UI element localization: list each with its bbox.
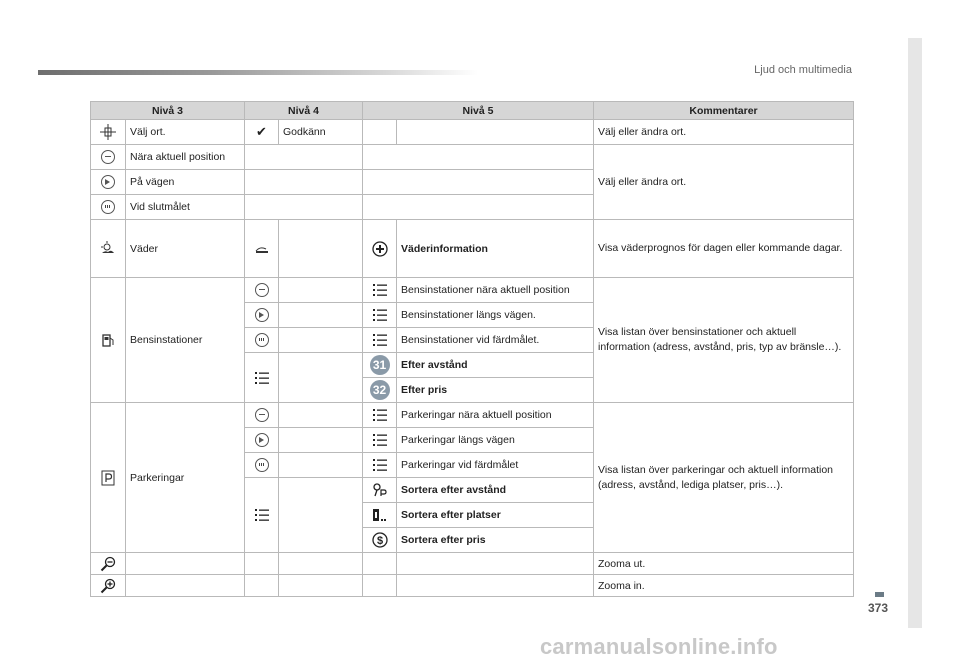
cell-pa-vagen: På vägen [126,170,245,195]
header-niva-5: Nivå 5 [363,102,594,120]
comment-zooma-ut: Zooma ut. [594,553,854,575]
comment-vader: Visa väderprognos för dagen eller kommande dagar. [594,220,854,278]
weather-map-icon [254,241,270,257]
cell-bensin-langs: Bensinstationer längs vägen. [397,303,594,328]
list-icon [372,282,388,298]
cell-vaderinformation: Väderinformation [397,220,594,278]
zoom-out-icon [100,556,116,572]
comment-zooma-in: Zooma in. [594,575,854,597]
list-icon [254,370,270,386]
page-number: 373 [868,601,889,615]
cell-godkann: Godkänn [279,120,363,145]
table-row [91,575,854,597]
on-route-icon [101,175,115,189]
list-icon [372,332,388,348]
cell-sortera-avstand: Sortera efter avstånd [397,478,594,503]
sort-price-icon [372,532,388,548]
cell-nara-aktuell-position: Nära aktuell position [126,145,245,170]
destination-icon [255,458,269,472]
cell-sortera-pris: Sortera efter pris [397,528,594,553]
location-pin-icon [100,124,116,140]
list-icon [372,457,388,473]
zoom-in-icon [100,578,116,594]
cell-bensinstationer: Bensinstationer [126,278,245,403]
header-decoration-bar [38,70,478,75]
weather-icon [100,241,116,257]
badge-32-icon: 32 [370,380,390,400]
table-row [91,278,854,303]
page-header-title: Ljud och multimedia [754,64,852,76]
list-icon [254,507,270,523]
near-position-icon [101,150,115,164]
table-row [91,553,854,575]
destination-icon [101,200,115,214]
comment-parkeringar: Visa listan över parkeringar och aktuell information (adress, avstånd, lediga platser, pris…). [594,403,854,553]
table-row [91,220,854,278]
cell-valj-ort: Välj ort. [126,120,245,145]
near-position-icon [255,283,269,297]
table-header-row [91,102,854,120]
cell-sortera-platser: Sortera efter platser [397,503,594,528]
checkmark-icon: ✔ [256,124,267,139]
watermark: carmanualsonline.info [540,634,778,659]
add-circle-icon [372,241,388,257]
comment-valj-ort: Välj eller ändra ort. [594,120,854,145]
sort-distance-icon [372,482,388,498]
header-niva-4: Nivå 4 [245,102,363,120]
cell-parkeringar: Parkeringar [126,403,245,553]
page-marker [875,592,884,597]
cell-vid-slutmalet: Vid slutmålet [126,195,245,220]
cell-bensin-fardmalet: Bensinstationer vid färdmålet. [397,328,594,353]
cell-efter-pris: Efter pris [397,378,594,403]
list-icon [372,407,388,423]
on-route-icon [255,433,269,447]
comment-bensinstationer: Visa listan över bensinstationer och aktuell information (adress, avstånd, pris, typ av bränsle…). [594,278,854,403]
parking-icon [100,470,116,486]
header-kommentarer: Kommentarer [594,102,854,120]
near-position-icon [255,408,269,422]
list-icon [372,307,388,323]
cell-bensin-nara: Bensinstationer nära aktuell position [397,278,594,303]
svg-text:$: $ [376,535,383,547]
cell-parkering-fardmalet: Parkeringar vid färdmålet [397,453,594,478]
cell-efter-avstand: Efter avstånd [397,353,594,378]
table-row [91,403,854,428]
comment-nara: Välj eller ändra ort. [594,145,854,220]
header-niva-3: Nivå 3 [91,102,245,120]
side-strip [908,38,922,628]
cell-parkering-nara: Parkeringar nära aktuell position [397,403,594,428]
list-icon [372,432,388,448]
badge-31-icon: 31 [370,355,390,375]
on-route-icon [255,308,269,322]
table-row [91,120,854,145]
sort-places-icon [372,507,388,523]
destination-icon [255,333,269,347]
cell-parkering-langs: Parkeringar längs vägen [397,428,594,453]
settings-table [90,101,854,597]
cell-vader: Väder [126,220,245,278]
fuel-pump-icon [100,332,116,348]
table-row [91,145,854,170]
